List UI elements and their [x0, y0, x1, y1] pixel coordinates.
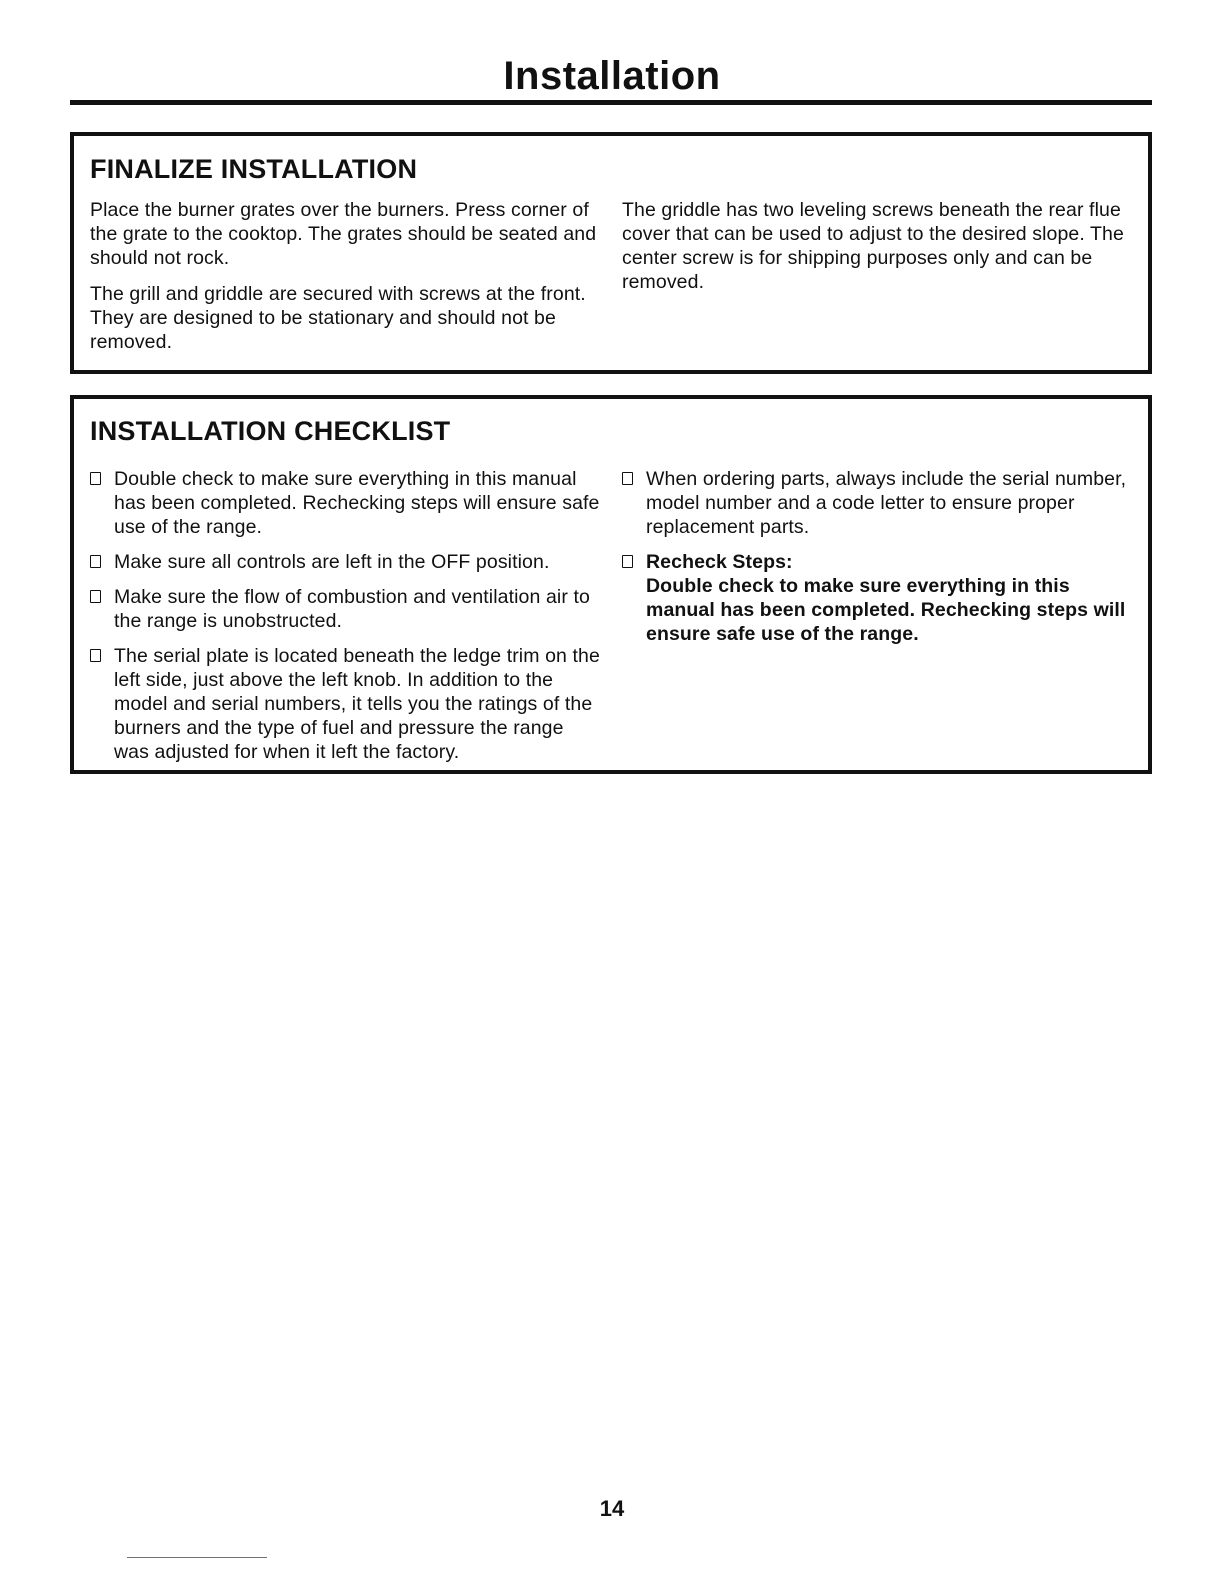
checklist-left-column [90, 467, 600, 775]
checkbox-icon [622, 555, 633, 568]
recheck-steps-label: Recheck Steps: [646, 551, 793, 573]
checkbox-icon [622, 472, 633, 485]
checkbox-icon [90, 555, 101, 568]
finalize-installation-heading: FINALIZE INSTALLATION [90, 154, 418, 184]
checklist-item-text: Double check to make sure everything in this manual has been completed. Rechecking steps will ensure safe use of the range. [114, 468, 600, 538]
checklist-right-column [622, 467, 1142, 657]
installation-checklist-section [70, 395, 1152, 774]
checklist-item-recheck [622, 550, 1142, 646]
finalize-paragraph-leveling-screws: The griddle has two leveling screws beneath the rear flue cover that can be used to adjust to the desired slope. The center screw is for shipping purposes only and can be removed. [622, 199, 1124, 293]
checkbox-icon [90, 649, 101, 662]
page-title: Installation [503, 54, 721, 98]
checklist-item-text: When ordering parts, always include the serial number, model number and a code letter to ensure proper replacement parts. [646, 468, 1127, 538]
checklist-item-text: The serial plate is located beneath the ledge trim on the left side, just above the left knob. In addition to the model and serial numbers, it tells you the ratings of the burners and the type of fuel and pressure the range was adjusted for when it left the factory. [114, 645, 600, 763]
checklist-item-text: Make sure the flow of combustion and ventilation air to the range is unobstructed. [114, 586, 590, 632]
finalize-right-column [622, 198, 1142, 306]
checkbox-icon [90, 472, 101, 485]
title-rule [70, 100, 1152, 105]
installation-checklist-heading: INSTALLATION CHECKLIST [90, 416, 451, 446]
checklist-item [90, 585, 600, 633]
checklist-item [90, 550, 600, 574]
finalize-paragraph-grates: Place the burner grates over the burners. Press corner of the grate to the cooktop. The grates should be seated and should not rock. [90, 199, 597, 269]
finalize-installation-section [70, 132, 1152, 374]
finalize-paragraph-grill-griddle: The grill and griddle are secured with screws at the front. They are designed to be stationary and should not be removed. [90, 283, 586, 353]
finalize-left-column [90, 198, 600, 366]
checklist-item [622, 467, 1142, 539]
footer-rule [127, 1557, 267, 1558]
checklist-item [90, 644, 600, 764]
checkbox-icon [90, 590, 101, 603]
checklist-item-text: Make sure all controls are left in the OFF position. [114, 551, 550, 573]
checklist-item [90, 467, 600, 539]
page-number: 14 [599, 1496, 625, 1521]
recheck-steps-text: Double check to make sure everything in this manual has been completed. Rechecking steps will ensure safe use of the range. [646, 575, 1126, 645]
